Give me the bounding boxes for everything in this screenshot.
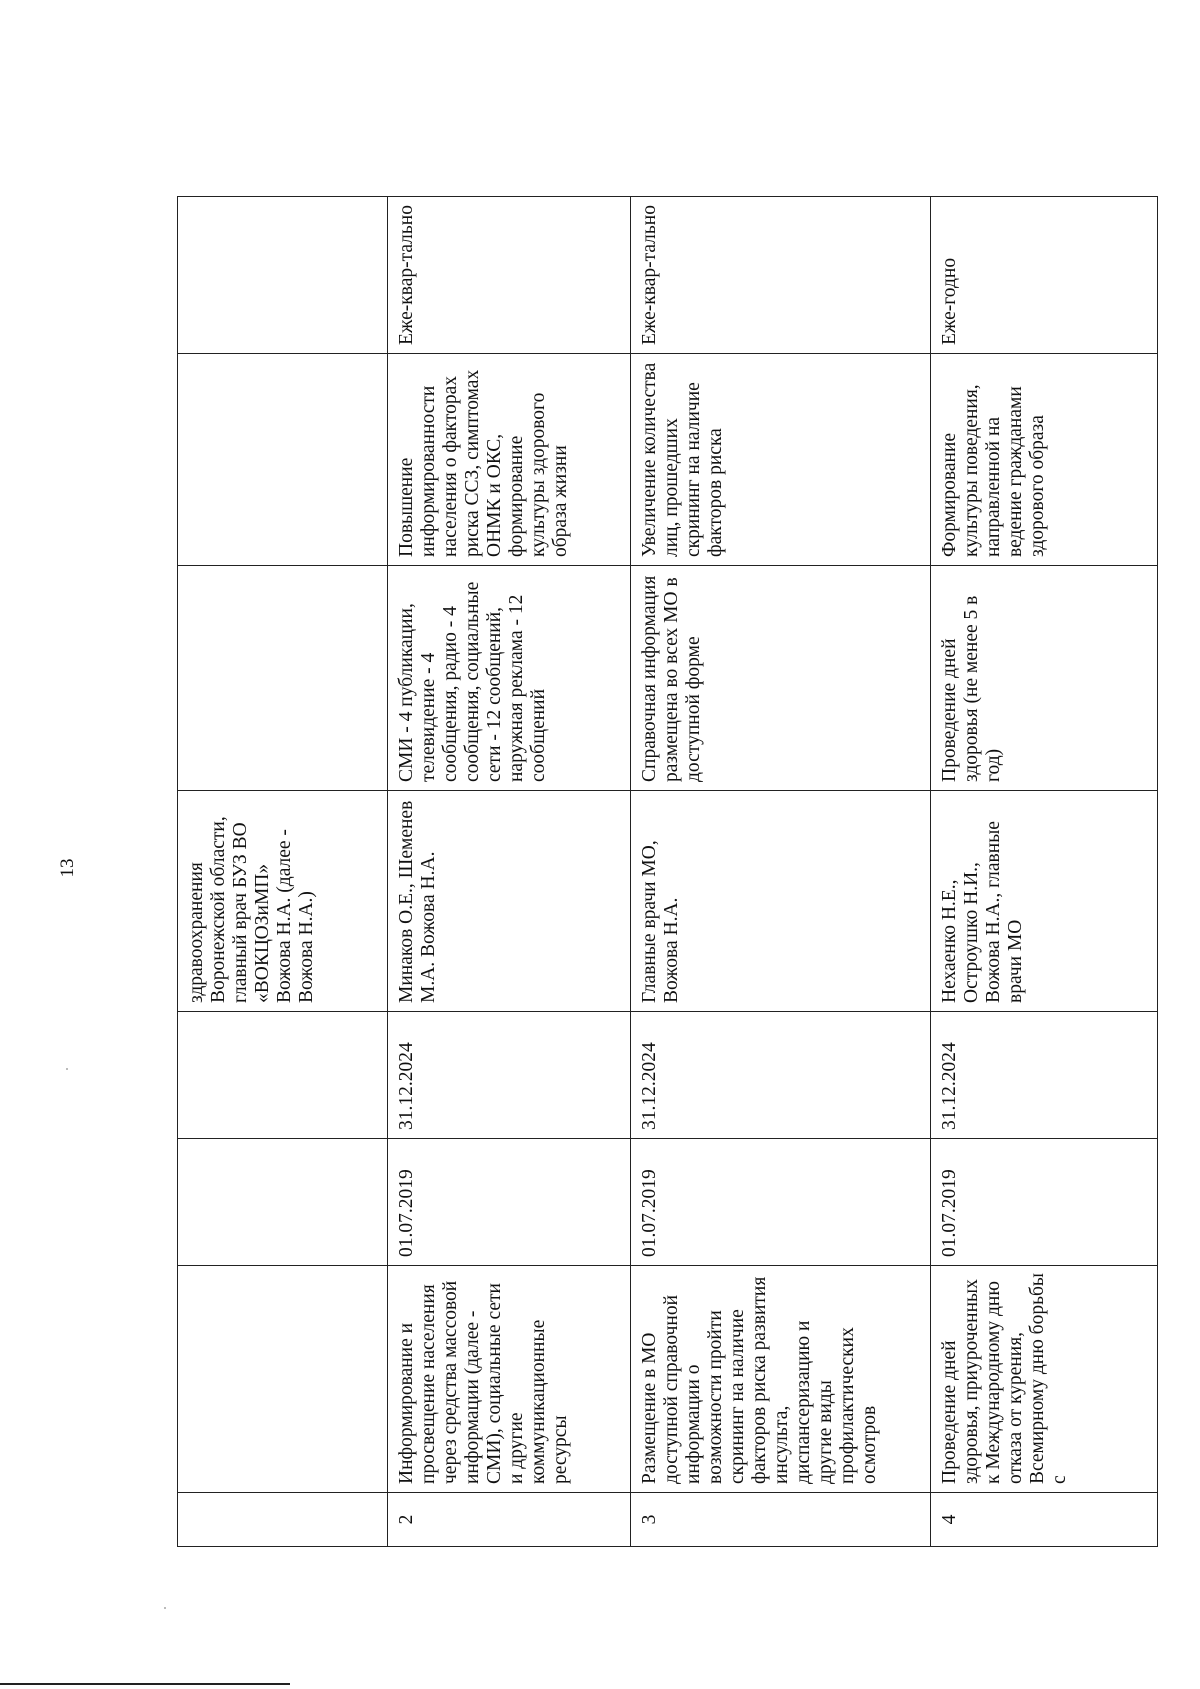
period-cell: Еже-годно [931, 197, 1158, 354]
row-number-cell [178, 1493, 388, 1547]
table-row-2 [388, 197, 631, 1547]
result-cell [178, 354, 388, 566]
rotated-table-container [177, 197, 1070, 1547]
result-cell: Повышение информированности населения о факторах риска ССЗ, симптомах ОНМК и ОКС, формирование культуры здорового образа жизни [388, 354, 631, 566]
row-number-cell: 3 [631, 1493, 931, 1547]
period-cell: Еже-квар-тально [631, 197, 931, 354]
scan-speck [164, 1607, 166, 1609]
plan-table [177, 196, 1158, 1547]
responsible-cell: Главные врачи МО, Вожова Н.А. [631, 791, 931, 1012]
responsible-cell: здравоохранения Воронежской области, главный врач БУЗ ВО «ВОКЦОЗиМП» Вожова Н.А. (далее - Вожова Н.А.) [178, 791, 388, 1012]
indicator-cell: СМИ - 4 публикации, телевидение - 4 сообщения, радио - 4 сообщения, социальные сети - 12 сообщений, наружная реклама - 12 сообщений [388, 566, 631, 791]
indicator-cell [178, 566, 388, 791]
period-cell [178, 197, 388, 354]
indicator-cell: Проведение дней здоровья (не менее 5 в год) [931, 566, 1158, 791]
measure-name-cell: Проведение дней здоровья, приуроченных к Международному дню отказа от курения, Всемирному дню борьбы с [931, 1266, 1158, 1493]
end-date-cell [178, 1012, 388, 1139]
measure-name-cell: Размещение в МО доступной справочной информации о возможности пройти скрининг на наличие факторов риска развития инсульта, диспансеризацию и другие виды профилактических осмотров [631, 1266, 931, 1493]
period-cell: Еже-квар-тально [388, 197, 631, 354]
table-row-3 [631, 197, 931, 1547]
end-date-cell: 31.12.2024 [931, 1012, 1158, 1139]
result-cell: Увеличение количества лиц, прошедших скрининг на наличие факторов риска [631, 354, 931, 566]
start-date-cell: 01.07.2019 [388, 1139, 631, 1266]
measure-name-cell: Информирование и просвещение населения через средства массовой информации (далее - СМИ), социальные сети и другие коммуникационные ресурсы [388, 1266, 631, 1493]
page-number: 13 [57, 858, 78, 878]
start-date-cell: 01.07.2019 [931, 1139, 1158, 1266]
result-cell: Формирование культуры поведения, направленной на ведение гражданами здорового образа [931, 354, 1158, 566]
end-date-cell: 31.12.2024 [631, 1012, 931, 1139]
start-date-cell [178, 1139, 388, 1266]
measure-name-cell [178, 1266, 388, 1493]
table-row-4 [931, 197, 1158, 1547]
responsible-cell: Минаков О.Е., Шеменев М.А. Вожова Н.А. [388, 791, 631, 1012]
scan-edge-line [0, 1683, 290, 1685]
start-date-cell: 01.07.2019 [631, 1139, 931, 1266]
row-number-cell: 4 [931, 1493, 1158, 1547]
scan-speck [66, 1068, 68, 1070]
end-date-cell: 31.12.2024 [388, 1012, 631, 1139]
table-row-0 [178, 197, 388, 1547]
indicator-cell: Справочная информация размещена во всех МО в доступной форме [631, 566, 931, 791]
row-number-cell: 2 [388, 1493, 631, 1547]
responsible-cell: Нехаенко Н.Е., Остроушко Н.И., Вожова Н.А., главные врачи МО [931, 791, 1158, 1012]
